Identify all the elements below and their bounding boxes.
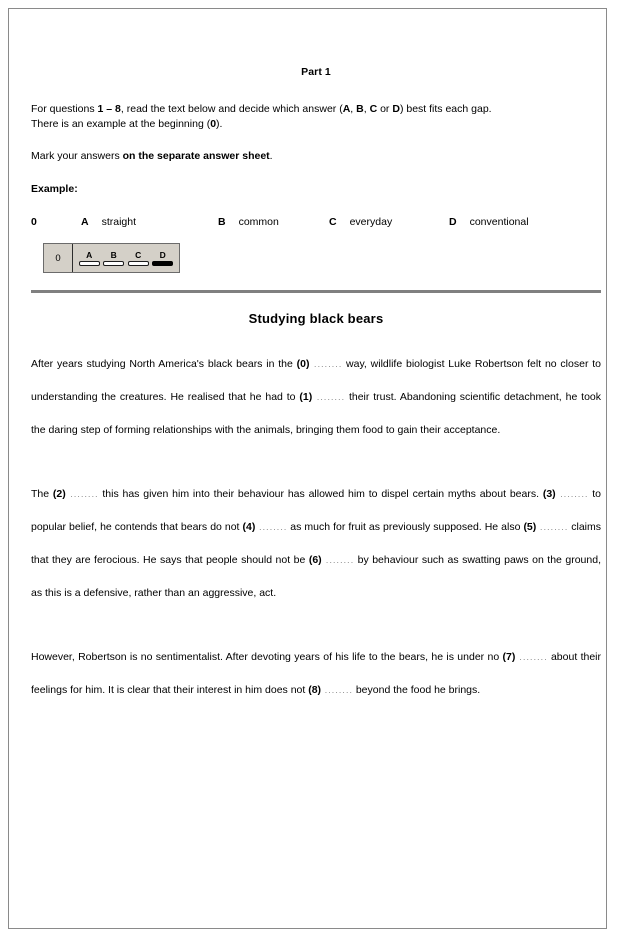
example-option-d-text: conventional [469, 216, 529, 228]
passage-title: Studying black bears [248, 311, 384, 326]
passage-paragraph: However, Robertson is no sentimentalist. After devoting years of his life to the bears, he is under no (7) ........ about their feelings for him. It is clear that their interest in him does not (8) ........ beyond the food he brings. [31, 651, 601, 696]
gap-number: (6) [308, 554, 322, 566]
gap-blank[interactable]: ........ [321, 685, 353, 696]
gap-number: (5) [523, 521, 537, 533]
answer-sheet-emphasis: on the separate answer sheet [122, 150, 270, 162]
instructions-rubric [31, 102, 601, 131]
rubric-line-1: For questions 1 – 8, read the text below and decide which answer (A, B, C or D) best fits each gap. [31, 103, 492, 115]
gap-blank[interactable]: ........ [321, 555, 355, 566]
part-title: Part 1 [301, 66, 331, 78]
answer-grid-bubbles [73, 244, 179, 272]
answer-bubble-a-letter: A [86, 249, 93, 260]
example-answer-grid [43, 243, 180, 273]
example-option-c [329, 216, 392, 228]
example-option-a-text: straight [101, 216, 137, 228]
answer-bubble-b-letter: B [110, 249, 117, 260]
example-label: Example: [31, 183, 78, 195]
example-options-row [31, 216, 601, 232]
answer-bubble-d[interactable] [152, 251, 173, 266]
gap-number: (4) [242, 521, 256, 533]
answer-bubble-c-letter: C [135, 249, 142, 260]
gap-blank[interactable]: ........ [515, 652, 548, 663]
mark-answers-instruction: Mark your answers on the separate answer sheet. [31, 150, 273, 162]
rubric-line-2: There is an example at the beginning (0). [31, 117, 223, 130]
option-letter-b: B [356, 103, 364, 115]
gap-number: (0) [296, 358, 310, 370]
reading-passage [31, 348, 601, 707]
example-number: 0 [210, 117, 217, 130]
example-option-a [81, 216, 136, 228]
example-option-a-letter: A [81, 216, 89, 228]
answer-bubble-c[interactable] [128, 251, 149, 266]
example-option-b-text: common [238, 216, 279, 228]
gap-number: (1) [299, 391, 313, 403]
answer-bubble-b-mark[interactable] [103, 261, 124, 266]
page-content [31, 9, 601, 707]
gap-blank[interactable]: ........ [309, 359, 343, 370]
gap-blank[interactable]: ........ [555, 489, 589, 500]
gap-number: (2) [52, 488, 66, 500]
answer-bubble-a[interactable] [79, 251, 100, 266]
gap-number: (8) [308, 684, 322, 696]
answer-bubble-a-mark[interactable] [79, 261, 100, 266]
option-letter-c: C [369, 103, 378, 115]
option-letter-d: D [392, 103, 400, 115]
passage-paragraph: The (2) ........ this has given him into their behaviour has allowed him to dispel certain myths about bears. (3) ........ to popular belief, he contends that bears do not (4) ........ as much for fruit as previously supposed. He also (5) ........ claims that they are ferocious. He says that people should not be (6) ........ by behaviour such as swatting paws on the ground, as this is a defensive, rather than an aggressive, act. [31, 488, 602, 599]
example-option-c-text: everyday [349, 216, 393, 228]
gap-blank[interactable]: ........ [65, 489, 99, 500]
gap-blank[interactable]: ........ [255, 522, 288, 533]
example-question-number: 0 [31, 216, 37, 228]
gap-number: (3) [542, 488, 556, 500]
answer-grid-question-number: 0 [44, 244, 73, 272]
answer-bubble-d-letter: D [159, 249, 166, 260]
gap-blank[interactable]: ........ [312, 392, 346, 403]
option-letter-a: A [342, 103, 351, 115]
answer-bubble-d-mark[interactable] [152, 261, 173, 266]
question-range: 1 – 8 [97, 103, 121, 115]
answer-bubble-c-mark[interactable] [128, 261, 149, 266]
example-option-c-letter: C [329, 216, 337, 228]
example-option-d [449, 216, 529, 228]
exam-page [8, 8, 607, 929]
example-option-b [218, 216, 279, 228]
answer-bubble-b[interactable] [103, 251, 124, 266]
example-option-b-letter: B [218, 216, 226, 228]
example-option-d-letter: D [449, 216, 457, 228]
gap-blank[interactable]: ........ [536, 522, 569, 533]
passage-paragraph: After years studying North America's black bears in the (0) ........ way, wildlife biologist Luke Robertson felt no closer to understanding the creatures. He realised that he had to (1) ........ their trust. Abandoning scientific detachment, he took the daring step of forming relationships with the animals, bringing them food to gain their acceptance. [31, 358, 602, 436]
section-divider [31, 290, 601, 293]
gap-number: (7) [502, 651, 516, 663]
